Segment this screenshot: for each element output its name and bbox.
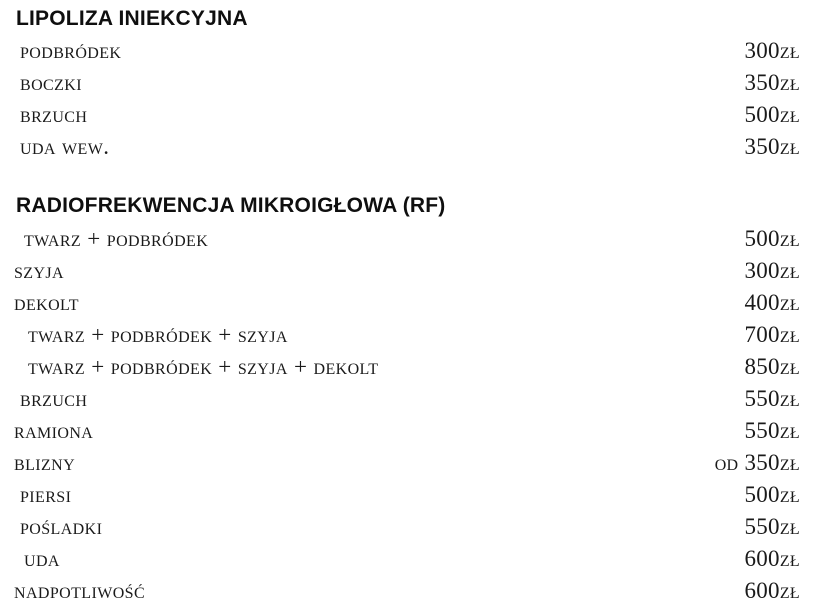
service-price: 550zł xyxy=(744,417,800,443)
table-row xyxy=(14,255,800,287)
service-name: uda wew. xyxy=(20,134,110,160)
service-name: ramiona xyxy=(14,417,94,443)
service-price: 350zł xyxy=(744,134,800,160)
service-price: 500zł xyxy=(744,225,800,251)
table-row xyxy=(14,287,800,319)
table-row xyxy=(14,415,800,447)
service-name: dekolt xyxy=(14,289,79,315)
section-spacer xyxy=(14,163,800,193)
table-row xyxy=(14,543,800,575)
table-row xyxy=(14,131,800,163)
service-price: 300zł xyxy=(744,38,800,64)
table-row xyxy=(14,383,800,415)
service-price: od 350zł xyxy=(714,449,800,475)
table-row xyxy=(14,351,800,383)
service-name: boczki xyxy=(20,70,82,96)
service-name: pośladki xyxy=(20,513,103,539)
section-lipoliza-iniekcyjna xyxy=(14,6,800,163)
table-row xyxy=(14,511,800,543)
table-row xyxy=(14,99,800,131)
service-name: twarz + podbródek + szyja xyxy=(28,321,288,347)
table-row xyxy=(14,447,800,479)
service-name: brzuch xyxy=(20,102,88,128)
service-price: 600zł xyxy=(744,545,800,571)
service-price: 300zł xyxy=(744,257,800,283)
table-row xyxy=(14,67,800,99)
service-name: twarz + podbródek + szyja + dekolt xyxy=(28,353,379,379)
service-name: twarz + podbródek xyxy=(24,225,209,251)
section-title: LIPOLIZA INIEKCYJNA xyxy=(16,7,248,30)
service-price: 500zł xyxy=(744,481,800,507)
table-row xyxy=(14,479,800,511)
service-name: szyja xyxy=(14,257,65,283)
price-rows xyxy=(14,223,800,607)
service-price: 600zł xyxy=(744,577,800,603)
service-name: uda xyxy=(24,545,60,571)
service-price: 550zł xyxy=(744,385,800,411)
service-price: 850zł xyxy=(744,353,800,379)
service-price: 550zł xyxy=(744,513,800,539)
service-price: 700zł xyxy=(744,321,800,347)
table-row xyxy=(14,319,800,351)
table-row xyxy=(14,223,800,255)
service-name: piersi xyxy=(20,481,72,507)
price-rows xyxy=(14,35,800,163)
table-row xyxy=(14,35,800,67)
service-price: 400zł xyxy=(744,289,800,315)
service-price: 500zł xyxy=(744,102,800,128)
table-row xyxy=(14,575,800,607)
section-radiofrekwencja-mikroiglowa xyxy=(14,193,800,606)
service-price: 350zł xyxy=(744,70,800,96)
service-name: podbródek xyxy=(20,38,122,64)
service-name: brzuch xyxy=(20,385,88,411)
section-title: RADIOFREKWENCJA MIKROIGŁOWA (RF) xyxy=(16,194,446,218)
service-name: blizny xyxy=(14,449,76,475)
service-name: nadpotliwość xyxy=(14,577,146,603)
